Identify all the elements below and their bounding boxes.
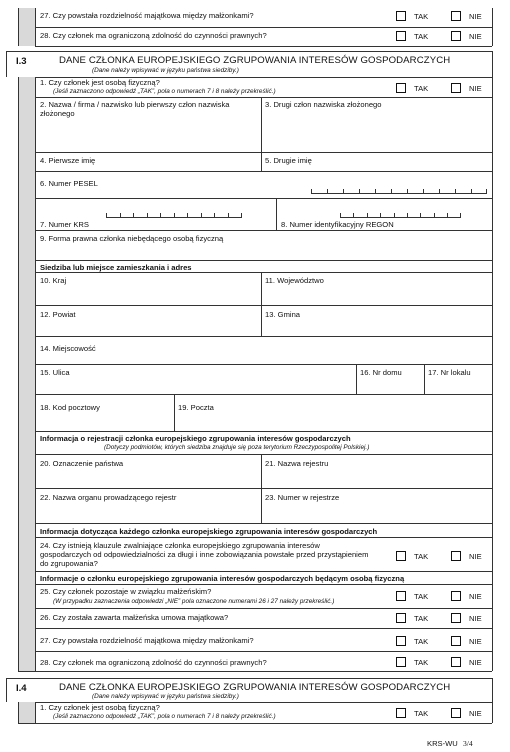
field-22-label: 22. Nazwa organu prowadzącego rejestr <box>40 493 177 502</box>
field-17-label: 17. Nr lokalu <box>428 368 471 377</box>
border <box>35 171 492 172</box>
field-2-label: 2. Nazwa / firma / nazwisko lub pierwszy człon nazwiska <box>40 100 230 109</box>
no-label: NIE <box>469 552 482 561</box>
question-28-label: 28. Czy członek ma ograniczoną zdolność do czynności prawnych? <box>40 31 267 40</box>
border <box>261 272 262 336</box>
border <box>276 198 277 230</box>
section-title: DANE CZŁONKA EUROPEJSKIEGO ZGRUPOWANIA INTERESÓW GOSPODARCZYCH <box>59 682 451 693</box>
border <box>35 523 492 524</box>
q28-label: 28. Czy członek ma ograniczoną zdolność do czynności prawnych? <box>40 658 267 667</box>
border <box>18 8 19 46</box>
q26-no-checkbox[interactable] <box>451 613 461 623</box>
field-19-label: 19. Poczta <box>178 403 214 412</box>
section-subtitle: (Dane należy wpisywać w języku państwa siedziby.) <box>92 67 239 74</box>
field-20-label: 20. Oznaczenie państwa <box>40 459 124 468</box>
q25-note: (W przypadku zaznaczenia odpowiedzi „NIE” pola oznaczone numerami 26 i 27 należy przekreślić.) <box>53 598 335 605</box>
border <box>492 8 493 46</box>
yes-label: TAK <box>414 709 429 718</box>
field-10-label: 10. Kraj <box>40 276 67 285</box>
border <box>424 364 425 394</box>
section-title: DANE CZŁONKA EUROPEJSKIEGO ZGRUPOWANIA INTERESÓW GOSPODARCZYCH <box>59 55 451 66</box>
info-person-header: Informacje o członku europejskiego zgrupowania interesów gospodarczych będącym osobą fizyczną <box>40 574 405 583</box>
border <box>18 723 492 724</box>
border <box>356 364 357 394</box>
border <box>35 27 492 28</box>
field-11-label: 11. Województwo <box>265 276 324 285</box>
no-label: NIE <box>469 32 482 41</box>
no-label: NIE <box>469 614 482 623</box>
border <box>35 651 492 652</box>
q24-label-line1: 24. Czy istnieją klauzule zwalniające członka europejskiego zgrupowania interesów <box>40 541 320 550</box>
yes-label: TAK <box>414 32 429 41</box>
yes-label: TAK <box>414 614 429 623</box>
question-27-label: 27. Czy powstała rozdzielność majątkowa między małżonkami? <box>40 11 254 20</box>
border <box>35 537 492 538</box>
border <box>35 431 492 432</box>
q1-yes-checkbox[interactable] <box>396 83 406 93</box>
field-5-label: 5. Drugie imię <box>265 156 312 165</box>
q26-label: 26. Czy została zawarta małżeńska umowa majątkowa? <box>40 613 229 622</box>
yes-label: TAK <box>414 552 429 561</box>
field-16-label: 16. Nr domu <box>360 368 402 377</box>
yes-label: TAK <box>414 84 429 93</box>
border <box>18 702 19 723</box>
no-label: NIE <box>469 12 482 21</box>
border <box>35 230 492 231</box>
field-2-label-cont: złożonego <box>40 109 75 118</box>
field-8-label: 8. Numer identyfikacyjny REGON <box>281 220 394 229</box>
border <box>35 608 492 609</box>
field-14-label: 14. Miejscowość <box>40 344 96 353</box>
q24-yes-checkbox[interactable] <box>396 551 406 561</box>
left-margin-shade <box>18 77 35 671</box>
q27-yes-checkbox[interactable] <box>396 11 406 21</box>
border <box>35 628 492 629</box>
border <box>35 571 492 572</box>
q1-no-checkbox[interactable] <box>451 83 461 93</box>
section-number: I.4 <box>16 683 27 694</box>
border <box>35 97 492 98</box>
border <box>35 394 492 395</box>
field-7-label: 7. Numer KRS <box>40 220 89 229</box>
registration-note: (Dotyczy podmiotów, których siedziba znajduje się poza terytorium Rzeczypospolitej Polskiej.) <box>104 444 370 451</box>
seat-header: Siedziba lub miejsce zamieszkania i adres <box>40 263 192 272</box>
q27b-yes-checkbox[interactable] <box>396 636 406 646</box>
field-15-label: 15. Ulica <box>40 368 70 377</box>
field-23-label: 23. Numer w rejestrze <box>265 493 340 502</box>
q28b-yes-checkbox[interactable] <box>396 657 406 667</box>
no-label: NIE <box>469 84 482 93</box>
left-margin-shade <box>18 8 35 46</box>
q1-note: (Jeśli zaznaczono odpowiedź „TAK”, pola o numerach 7 i 8 należy przekreślić.) <box>53 88 276 95</box>
s14-q1-no-checkbox[interactable] <box>451 708 461 718</box>
border <box>492 51 493 671</box>
q25-no-checkbox[interactable] <box>451 591 461 601</box>
border <box>18 77 19 671</box>
pesel-input[interactable] <box>311 189 487 194</box>
no-label: NIE <box>469 637 482 646</box>
no-label: NIE <box>469 592 482 601</box>
q24-label-line2: gospodarczych od odpowiedzialności za długi i inne zobowiązania powstałe przed przystąpieniem <box>40 550 369 559</box>
q1-label: 1. Czy członek jest osobą fizyczną? <box>40 703 160 712</box>
field-12-label: 12. Powiat <box>40 310 76 319</box>
field-9-label: 9. Forma prawna członka niebędącego osobą fizyczną <box>40 234 224 243</box>
field-4-label: 4. Pierwsze imię <box>40 156 96 165</box>
page-number: 3/4 <box>463 739 473 748</box>
field-13-label: 13. Gmina <box>265 310 301 319</box>
border <box>35 305 492 306</box>
border <box>35 488 492 489</box>
q25-yes-checkbox[interactable] <box>396 591 406 601</box>
border <box>261 97 262 171</box>
form-code: KRS-WU <box>427 739 458 748</box>
border <box>6 51 7 77</box>
field-21-label: 21. Nazwa rejestru <box>265 459 329 468</box>
yes-label: TAK <box>414 592 429 601</box>
border <box>18 671 492 672</box>
q28-no-checkbox[interactable] <box>451 31 461 41</box>
q24-no-checkbox[interactable] <box>451 551 461 561</box>
regon-input[interactable] <box>340 213 461 218</box>
border <box>35 46 492 47</box>
left-margin-shade <box>18 702 35 723</box>
q28-yes-checkbox[interactable] <box>396 31 406 41</box>
section-subtitle: (Dane należy wpisywać w języku państwa siedziby.) <box>92 693 239 700</box>
field-6-label: 6. Numer PESEL <box>40 179 98 188</box>
yes-label: TAK <box>414 637 429 646</box>
info-each-header: Informacja dotycząca każdego członka europejskiego zgrupowania interesów gospodarczych <box>40 527 378 536</box>
q1-label: 1. Czy członek jest osobą fizyczną? <box>40 78 160 87</box>
q25-label: 25. Czy członek pozostaje w związku małżeńskim? <box>40 587 212 596</box>
q27-no-checkbox[interactable] <box>451 11 461 21</box>
border <box>6 678 7 702</box>
border <box>35 702 36 723</box>
border <box>35 260 492 261</box>
yes-label: TAK <box>414 12 429 21</box>
border <box>35 77 36 671</box>
no-label: NIE <box>469 709 482 718</box>
border <box>35 152 492 153</box>
field-3-label: 3. Drugi człon nazwiska złożonego <box>265 100 382 109</box>
border <box>174 394 175 431</box>
field-18-label: 18. Kod pocztowy <box>40 403 100 412</box>
s14-q1-yes-checkbox[interactable] <box>396 708 406 718</box>
krs-input[interactable] <box>106 213 242 218</box>
border <box>35 336 492 337</box>
border <box>35 584 492 585</box>
border <box>492 678 493 723</box>
yes-label: TAK <box>414 658 429 667</box>
section-number: I.3 <box>16 56 27 67</box>
border <box>35 198 492 199</box>
q26-yes-checkbox[interactable] <box>396 613 406 623</box>
q24-label-line3: do zgrupowania? <box>40 559 98 568</box>
border <box>6 678 492 679</box>
no-label: NIE <box>469 658 482 667</box>
registration-header: Informacja o rejestracji członka europejskiego zgrupowania interesów gospodarczych <box>40 434 351 443</box>
border <box>35 454 492 455</box>
border <box>35 272 492 273</box>
q27-label: 27. Czy powstała rozdzielność majątkowa między małżonkami? <box>40 636 254 645</box>
q27b-no-checkbox[interactable] <box>451 636 461 646</box>
q28b-no-checkbox[interactable] <box>451 657 461 667</box>
border <box>6 51 492 52</box>
q1-note: (Jeśli zaznaczono odpowiedź „TAK”, pola o numerach 7 i 8 należy przekreślić.) <box>53 713 276 720</box>
